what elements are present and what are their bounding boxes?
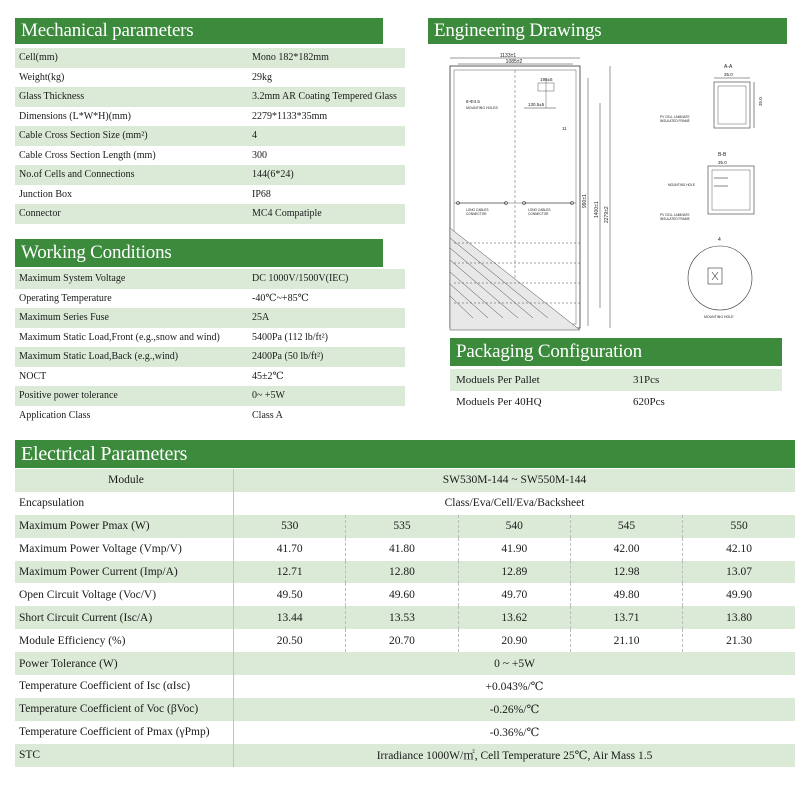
- electrical-header: [15, 440, 787, 468]
- working-row-label: NOCT: [15, 367, 248, 387]
- mount-hole-label: MOUNTING HOLE: [704, 315, 734, 319]
- electrical-row-label: Module Efficiency (%): [15, 629, 234, 652]
- mechanical-table: [15, 48, 405, 224]
- electrical-span-value: -0.36%/℃: [234, 721, 795, 744]
- mount-label: MOUNTING HOLE: [668, 183, 695, 187]
- electrical-row-label: Short Circuit Current (Isc/A): [15, 606, 234, 629]
- electrical-value: 20.50: [234, 629, 346, 652]
- working-table: [15, 269, 405, 425]
- electrical-value: 540: [458, 515, 570, 538]
- pv-label-1: PV CELL LAMINATE: [660, 115, 690, 119]
- electrical-span-label: Temperature Coefficient of Voc (βVoc): [15, 698, 234, 721]
- working-row: [15, 406, 405, 426]
- electrical-value: 545: [570, 515, 682, 538]
- electrical-span-row: [15, 744, 795, 767]
- electrical-value: 49.70: [458, 583, 570, 606]
- electrical-span-value: +0.043%/℃: [234, 675, 795, 698]
- electrical-value: 41.90: [458, 538, 570, 561]
- working-row-value: 25A: [248, 308, 405, 328]
- working-row: [15, 289, 405, 309]
- working-row-value: Class A: [248, 406, 405, 426]
- mechanical-row-value: 300: [248, 146, 405, 166]
- cable-right: LONG CABLES: [528, 208, 551, 212]
- mechanical-row-label: Cable Cross Section Length (mm): [15, 146, 248, 166]
- cable-left-2: CONNECTOR: [466, 212, 487, 216]
- module-row: [15, 469, 795, 492]
- electrical-value: 42.00: [570, 538, 682, 561]
- electrical-title: Electrical Parameters: [21, 442, 188, 465]
- working-row-label: Maximum System Voltage: [15, 269, 248, 289]
- mechanical-row-value: 2279*1133*35mm: [248, 107, 405, 127]
- packaging-title: Packaging Configuration: [456, 341, 642, 362]
- packaging-table: [450, 369, 782, 413]
- mechanical-row: [15, 87, 405, 107]
- electrical-value: 13.07: [683, 561, 795, 584]
- electrical-value: 12.98: [570, 561, 682, 584]
- electrical-span-row: [15, 675, 795, 698]
- electrical-span-label: Power Tolerance (W): [15, 652, 234, 675]
- working-row-label: Positive power tolerance: [15, 386, 248, 406]
- mechanical-row-value: 29kg: [248, 68, 405, 88]
- electrical-span-label: Temperature Coefficient of Pmax (γPmp): [15, 721, 234, 744]
- electrical-value: 20.70: [346, 629, 458, 652]
- packaging-row-label: Moduels Per 40HQ: [450, 391, 627, 413]
- engineering-header: [428, 18, 779, 44]
- mechanical-row-label: Cable Cross Section Size (mm²): [15, 126, 248, 146]
- mechanical-row: [15, 204, 405, 224]
- electrical-value: 21.30: [683, 629, 795, 652]
- working-title: Working Conditions: [21, 242, 172, 263]
- electrical-value: 41.70: [234, 538, 346, 561]
- electrical-row-label: Maximum Power Voltage (Vmp/V): [15, 538, 234, 561]
- mechanical-title: Mechanical parameters: [21, 20, 194, 41]
- electrical-value: 530: [234, 515, 346, 538]
- dim-35c: 35.0: [718, 160, 727, 165]
- section-b: [708, 166, 754, 214]
- electrical-value: 13.71: [570, 606, 682, 629]
- mechanical-row-label: Cell(mm): [15, 48, 248, 68]
- electrical-value: 13.53: [346, 606, 458, 629]
- encapsulation-value: Class/Eva/Cell/Eva/Backsheet: [234, 492, 795, 515]
- electrical-span-value: Irradiance 1000W/㎡, Cell Temperature 25℃, Air Mass 1.5: [234, 744, 795, 767]
- working-row-label: Maximum Series Fuse: [15, 308, 248, 328]
- mechanical-row-value: Mono 182*182mm: [248, 48, 405, 68]
- encapsulation-label: Encapsulation: [15, 492, 234, 515]
- dim-width-outer: 1133±1: [499, 53, 517, 59]
- electrical-span-value: 0 ~ +5W: [234, 652, 795, 675]
- mechanical-row-value: IP68: [248, 185, 405, 205]
- engineering-title: Engineering Drawings: [434, 20, 602, 41]
- section-b-label: B-B: [718, 152, 727, 158]
- electrical-row: [15, 515, 795, 538]
- pv-label-2: PV CELL LAMINATE: [660, 213, 690, 217]
- electrical-span-label: STC: [15, 744, 234, 767]
- electrical-row: [15, 629, 795, 652]
- electrical-span-value: -0.26%/℃: [234, 698, 795, 721]
- electrical-value: 12.89: [458, 561, 570, 584]
- working-row-value: -40℃~+85℃: [248, 289, 405, 309]
- mechanical-row-label: No.of Cells and Connections: [15, 165, 248, 185]
- electrical-row-label: Maximum Power Current (Imp/A): [15, 561, 234, 584]
- electrical-value: 13.44: [234, 606, 346, 629]
- electrical-value: 49.50: [234, 583, 346, 606]
- cable-left: LONG CABLES: [466, 208, 489, 212]
- mechanical-row: [15, 146, 405, 166]
- working-row: [15, 308, 405, 328]
- electrical-value: 12.80: [346, 561, 458, 584]
- encapsulation-row: [15, 492, 795, 515]
- working-row-value: 0~ +5W: [248, 386, 405, 406]
- mechanical-row-label: Connector: [15, 204, 248, 224]
- mechanical-row-value: MC4 Compatiple: [248, 204, 405, 224]
- dim-35a: 35.0: [724, 72, 733, 77]
- working-row-label: Maximum Static Load,Front (e.g.,snow and wind): [15, 328, 248, 348]
- electrical-value: 550: [683, 515, 795, 538]
- electrical-value: 13.62: [458, 606, 570, 629]
- working-row-label: Application Class: [15, 406, 248, 426]
- pv-label-1b: INSULATED FRAME: [660, 119, 690, 123]
- working-row-label: Operating Temperature: [15, 289, 248, 309]
- packaging-row-label: Moduels Per Pallet: [450, 369, 627, 391]
- hole-note-2: MOUNTING HOLES: [466, 106, 498, 110]
- electrical-value: 20.90: [458, 629, 570, 652]
- mechanical-row: [15, 126, 405, 146]
- section-a: [714, 78, 754, 128]
- mechanical-header: [15, 18, 375, 44]
- packaging-header: [450, 338, 774, 366]
- section-c-label: 4: [718, 237, 721, 243]
- electrical-span-row: [15, 652, 795, 675]
- mechanical-row: [15, 165, 405, 185]
- electrical-value: 21.10: [570, 629, 682, 652]
- mechanical-row-label: Weight(kg): [15, 68, 248, 88]
- electrical-value: 49.90: [683, 583, 795, 606]
- dim-1305: 130.5±5: [528, 102, 545, 107]
- module-value: SW530M-144 ~ SW550M-144: [234, 469, 795, 492]
- mounting-hole-detail: [688, 246, 752, 310]
- mechanical-row-value: 3.2mm AR Coating Tempered Glass: [248, 87, 405, 107]
- electrical-row: [15, 583, 795, 606]
- dim-2279: 2279±2: [604, 206, 610, 223]
- electrical-value: 42.10: [683, 538, 795, 561]
- electrical-value: 13.80: [683, 606, 795, 629]
- electrical-row: [15, 606, 795, 629]
- dim-35b: 35.0: [758, 97, 763, 106]
- electrical-span-label: Temperature Coefficient of Isc (αIsc): [15, 675, 234, 698]
- dim-11: 11: [562, 126, 567, 131]
- electrical-row: [15, 538, 795, 561]
- electrical-span-row: [15, 721, 795, 744]
- mechanical-row-value: 4: [248, 126, 405, 146]
- mechanical-row-label: Dimensions (L*W*H)(mm): [15, 107, 248, 127]
- packaging-row-value: 620Pcs: [627, 391, 782, 413]
- electrical-span-row: [15, 698, 795, 721]
- electrical-value: 41.80: [346, 538, 458, 561]
- hole-note: 8-Φ4.5: [466, 99, 480, 104]
- electrical-value: 12.71: [234, 561, 346, 584]
- packaging-row: [450, 369, 782, 391]
- working-row-value: 2400Pa (50 lb/ft²): [248, 347, 405, 367]
- mechanical-row: [15, 48, 405, 68]
- cable-right-2: CONNECTOR: [528, 212, 549, 216]
- working-row: [15, 269, 405, 289]
- electrical-value: 49.60: [346, 583, 458, 606]
- mechanical-row: [15, 185, 405, 205]
- electrical-value: 49.80: [570, 583, 682, 606]
- mechanical-row-label: Junction Box: [15, 185, 248, 205]
- working-row-value: DC 1000V/1500V(IEC): [248, 269, 405, 289]
- working-row: [15, 347, 405, 367]
- packaging-row-value: 31Pcs: [627, 369, 782, 391]
- dim-width-inner: 1085±2: [505, 59, 523, 65]
- mechanical-row-label: Glass Thickness: [15, 87, 248, 107]
- working-row-label: Maximum Static Load,Back (e.g.,wind): [15, 347, 248, 367]
- electrical-row-label: Maximum Power Pmax (W): [15, 515, 234, 538]
- working-row: [15, 367, 405, 387]
- working-row: [15, 328, 405, 348]
- mechanical-row: [15, 107, 405, 127]
- working-row-value: 45±2℃: [248, 367, 405, 387]
- dim-1400: 1400±1: [594, 201, 600, 218]
- electrical-row-label: Open Circuit Voltage (Voc/V): [15, 583, 234, 606]
- cell-hatch: [450, 228, 580, 330]
- packaging-row: [450, 391, 782, 413]
- pv-label-2b: INSULATED FRAME: [660, 217, 690, 221]
- electrical-table: [15, 469, 795, 767]
- dim-195: 195±5: [540, 77, 553, 82]
- working-row-value: 5400Pa (112 lb/ft²): [248, 328, 405, 348]
- electrical-value: 535: [346, 515, 458, 538]
- module-label: Module: [15, 469, 234, 492]
- mechanical-row: [15, 68, 405, 88]
- dim-990: 990±1: [582, 194, 588, 208]
- section-a-label: A-A: [724, 64, 733, 70]
- engineering-drawing: [428, 48, 783, 336]
- working-row: [15, 386, 405, 406]
- electrical-row: [15, 561, 795, 584]
- mechanical-row-value: 144(6*24): [248, 165, 405, 185]
- working-header: [15, 239, 375, 267]
